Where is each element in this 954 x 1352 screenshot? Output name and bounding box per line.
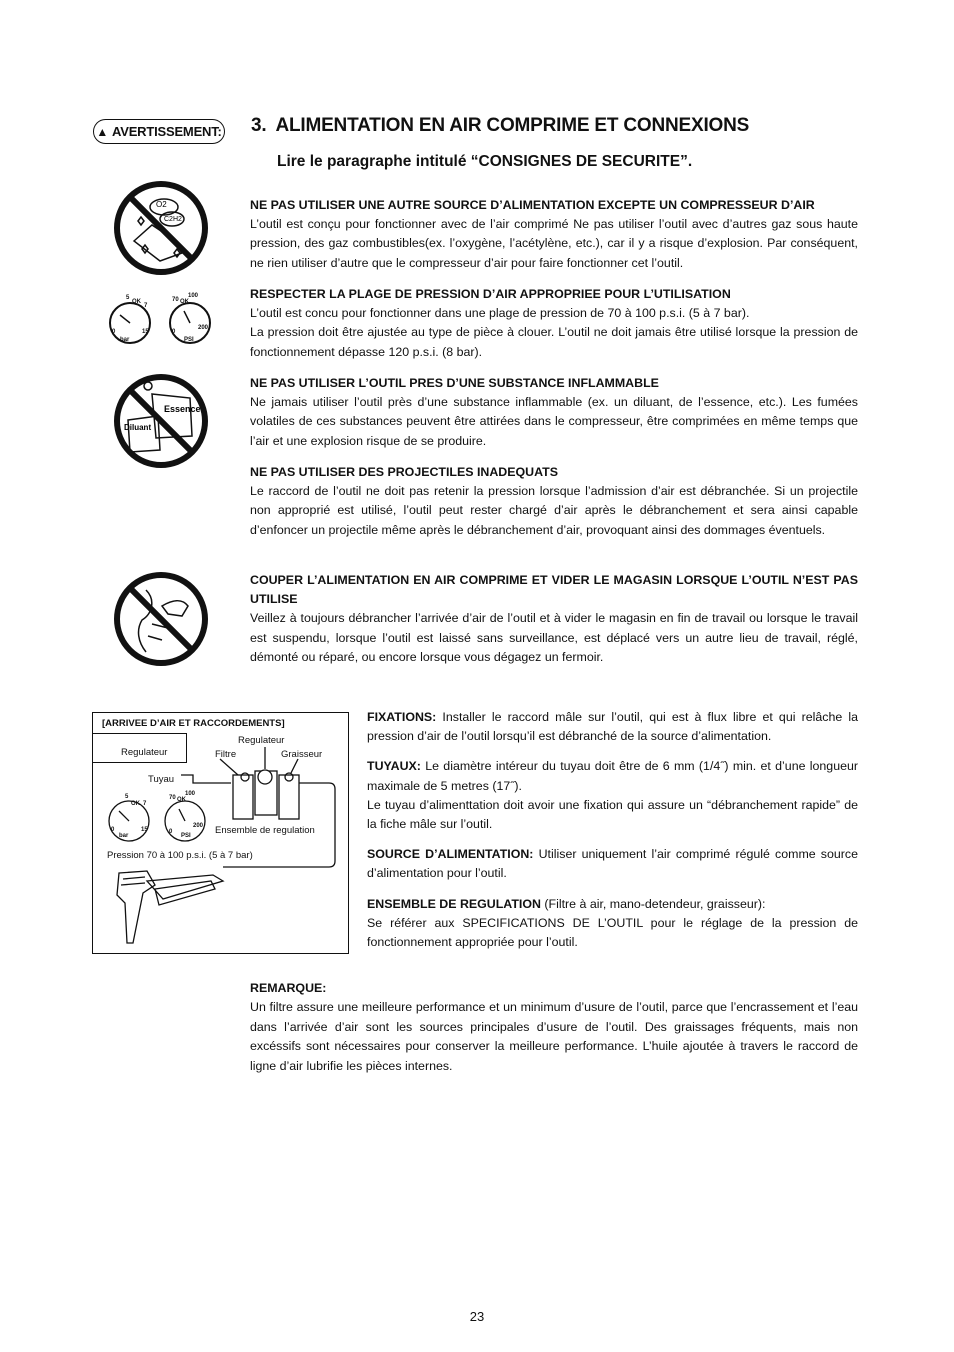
no-gas-icon xyxy=(112,179,210,277)
regulateur-box-label: Regulateur xyxy=(121,747,168,758)
ensemble-paragraph-2: Se référer aux SPECIFICATIONS DE L’OUTIL pour le réglage de la pression de fonctionnement appropriée pour l’outil. xyxy=(367,915,858,950)
remarque-body: Un filtre assure une meilleure performance et un minimum d’usure de l’outil, parce que l’encrassement et l’eau dans l’arrivée d’air sont les sources principales d’usure de l’outil. Des graissages fréquents, mais non excéssifs sont nécessaires pour conserver la meilleure performance. L’huile ajoutée à travers le raccord de ligne d’air lubrifie les pièces internes. xyxy=(250,1000,858,1073)
ensemble-paragraph xyxy=(367,895,858,914)
remarque-note xyxy=(250,979,858,1076)
gas-label-c2h2: C2H2 xyxy=(164,216,182,223)
diagram-gauge-psi-ok: OK xyxy=(177,797,186,803)
gauge-psi-max: 200 xyxy=(198,325,209,331)
section-projectiles xyxy=(250,463,858,540)
section-number: 3. xyxy=(251,115,267,136)
gauge-psi-low: 70 xyxy=(172,297,179,303)
ensemble-text: (Filtre à air, mano-detendeur, graisseur): xyxy=(540,896,766,911)
section-flammable-title: NE PAS UTILISER L’OUTIL PRES D’UNE SUBSTANCE INFLAMMABLE xyxy=(250,376,659,390)
pressure-gauges-icon xyxy=(106,289,216,351)
diagram-gauge-bar-zero: 0 xyxy=(111,827,115,833)
section-pressure xyxy=(250,285,858,362)
section-pressure-body: L’outil est concu pour fonctionner dans une plage de pression de 70 à 100 p.s.i. (5 à 7 bar). xyxy=(250,306,750,321)
diagram-gauge-psi-zero: 0 xyxy=(169,829,173,835)
diagram-gauge-psi-max: 200 xyxy=(193,823,204,829)
warning-badge xyxy=(93,119,225,144)
section-title: ALIMENTATION EN AIR COMPRIME ET CONNEXIONS xyxy=(275,115,750,136)
section-gas-title: NE PAS UTILISER UNE AUTRE SOURCE D’ALIMENTATION EXCEPTE UN COMPRESSEUR D’AIR xyxy=(250,198,815,212)
tuyaux-paragraph-2: Le tuyau d’alimenttation doit avoir une fixation qui assure un “débranchement rapide” de la fiche mâle sur l’outil. xyxy=(367,797,858,832)
disconnect-air-icon xyxy=(112,570,210,668)
tuyaux-label: TUYAUX: xyxy=(367,759,421,774)
diluant-label: Diluant xyxy=(124,423,152,432)
remarque-title: REMARQUE: xyxy=(250,981,327,995)
diagram-gauge-psi-high: 100 xyxy=(185,791,196,797)
section-heading xyxy=(251,115,749,137)
diagram-gauge-psi-unit: PSI xyxy=(181,833,191,839)
gauge-bar-ok: OK xyxy=(132,299,141,305)
ensemble-label: Ensemble de regulation xyxy=(215,825,315,836)
warning-triangle-icon: ▲ xyxy=(96,124,109,139)
diagram-gauge-bar-max: 15 xyxy=(141,827,148,833)
diagram-drawing xyxy=(93,713,348,953)
diagram-gauge-bar-low: 5 xyxy=(125,794,129,800)
fixations-paragraph xyxy=(367,708,858,746)
diagram-gauge-bar-high: 7 xyxy=(143,801,147,807)
section-projectiles-body: Le raccord de l’outil ne doit pas retenir la pression lorsque l’admission d’air est débranchée. Si un projectile non approprié est utilisé, l’outil peut rester chargé d’air après le débranchement et sera ainsi capable d’enfoncer un projectile même après le débranchement d’air, provoquant ainsi des dommages éventuels. xyxy=(250,484,858,537)
gauge-bar-low: 5 xyxy=(126,295,130,301)
gauge-bar-unit: bar xyxy=(120,337,130,343)
pression-label: Pression 70 à 100 p.s.i. (5 à 7 bar) xyxy=(107,850,253,861)
page-number: 23 xyxy=(469,1309,485,1324)
gauge-psi-high: 100 xyxy=(188,293,199,299)
diagram-gauge-bar-unit: bar xyxy=(119,833,129,839)
air-supply-diagram xyxy=(92,712,349,954)
ensemble-title-label: ENSEMBLE DE REGULATION xyxy=(367,896,541,911)
section-gas xyxy=(250,196,858,273)
source-paragraph xyxy=(367,845,858,883)
gauge-bar-max: 15 xyxy=(142,329,149,335)
diagram-gauge-bar-ok: OK xyxy=(131,801,140,807)
gas-label-o2: O2 xyxy=(156,200,167,209)
connection-instructions xyxy=(367,708,858,963)
diagram-gauge-psi-low: 70 xyxy=(169,795,176,801)
warning-badge-label: AVERTISSEMENT: xyxy=(112,124,222,139)
fixations-text: Installer le raccord mâle sur l’outil, qui est à flux libre et qui relâche la pression d’air de l’outil lorsqu’il est débranché de la source d’alimentation. xyxy=(367,710,858,744)
gauge-psi-zero: 0 xyxy=(172,329,176,335)
fixations-label: FIXATIONS: xyxy=(367,710,437,724)
section-disconnect xyxy=(250,571,858,667)
diagram-title: [ARRIVEE D’AIR ET RACCORDEMENTS] xyxy=(102,718,285,729)
gauge-psi-ok: OK xyxy=(180,299,189,305)
tuyaux-text: Le diamètre intéreur du tuyau doit être de 6 mm (1/4˝) min. et d’une longueur maximale de 5 metres (17˝). xyxy=(367,759,858,793)
regulateur-label: Regulateur xyxy=(238,735,285,746)
section-flammable-body: Ne jamais utiliser l’outil près d’une substance inflammable (ex. un diluant, de l’essence, etc.). Les fumées volatiles de ces substances peuvent être attirées dans le compresseur, être comprimées en même temps que l’air et une explosion risque de se produire. xyxy=(250,395,858,448)
gauge-bar-zero: 0 xyxy=(112,329,116,335)
subheading: Lire le paragraphe intitulé “CONSIGNES DE SECURITE”. xyxy=(277,153,693,170)
tuyau-label: Tuyau xyxy=(148,774,175,785)
section-projectiles-title: NE PAS UTILISER DES PROJECTILES INADEQUATS xyxy=(250,465,558,479)
gauge-bar-high: 7 xyxy=(144,303,148,309)
section-pressure-title: RESPECTER LA PLAGE DE PRESSION D’AIR APPROPRIEE POUR L’UTILISATION xyxy=(250,287,731,301)
section-gas-body: L’outil est conçu pour fonctionner avec de l’air comprimé Ne pas utiliser l’outil avec d’autres gaz sous haute pression, des gaz combustibles(ex. l’oxygène, l’acétylène, etc.), car il y a risque d’explosion. Par conséquent, ne rien utiliser d’autre que le compresseur d’air pour faire fonctionner cet l’outil. xyxy=(250,217,858,270)
graisseur-label: Graisseur xyxy=(281,749,323,760)
section-pressure-body2: La pression doit être ajustée au type de pièce à clouer. L’outil ne doit jamais être utilisé lorsque la pression de fonctionnement dépasse 120 p.s.i. (8 bar). xyxy=(250,325,858,359)
no-flammable-icon xyxy=(112,372,210,470)
section-flammable xyxy=(250,374,858,451)
gauge-psi-unit: PSI xyxy=(184,337,194,343)
essence-label: Essence xyxy=(164,404,201,414)
filtre-label: Filtre xyxy=(215,749,237,760)
section-disconnect-title: COUPER L’ALIMENTATION EN AIR COMPRIME ET VIDER LE MAGASIN LORSQUE L’OUTIL N’EST PAS UTILISE xyxy=(250,573,858,607)
source-text: Utiliser uniquement l’air comprimé régulé comme source d’alimentation pour l’outil. xyxy=(367,847,858,881)
tuyaux-paragraph xyxy=(367,757,858,795)
section-disconnect-body: Veillez à toujours débrancher l’arrivée d’air de l’outil et à vider le magasin en fin de travail ou lorsque le travail est suspendu, lorsque l’outil est laissé sans surveillance, est déplacé vers un autre lieu de travail, réglé, démonté ou réparé, ou encore lorsque vous dégagez un fermoir. xyxy=(250,611,858,664)
source-label: SOURCE D’ALIMENTATION: xyxy=(367,847,534,862)
